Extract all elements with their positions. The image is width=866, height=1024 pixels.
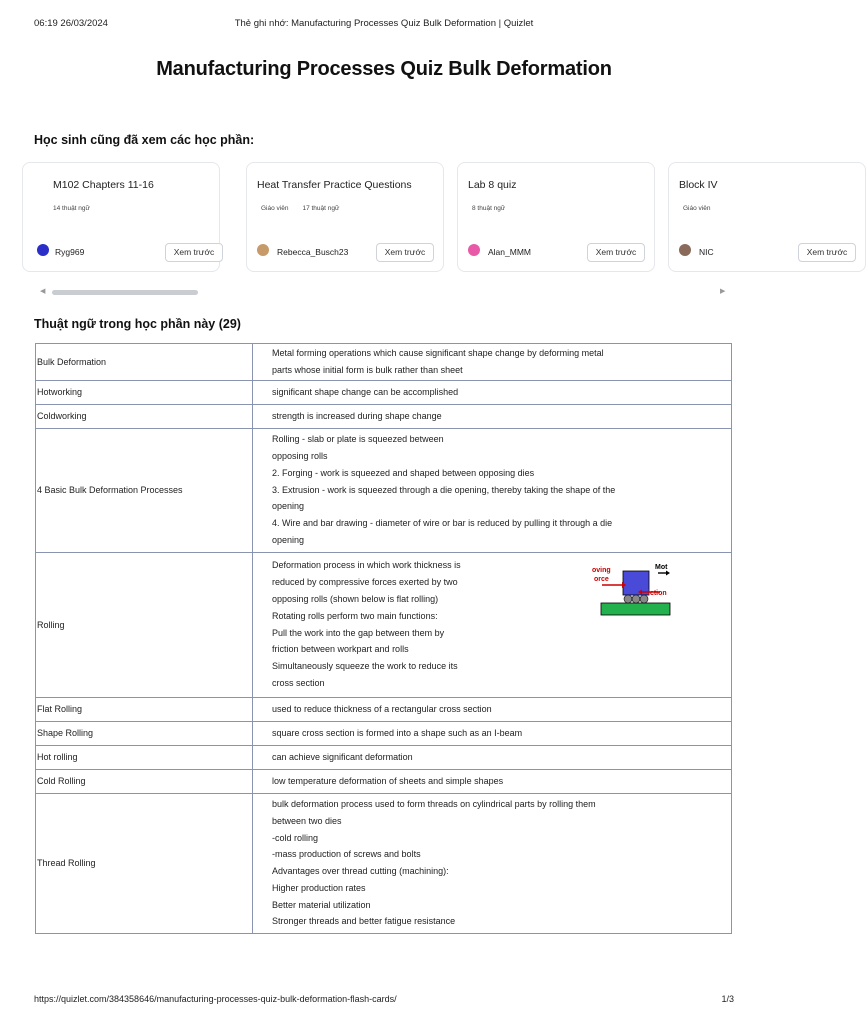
figure-label-force: orce: [594, 576, 609, 584]
related-set-card[interactable]: [457, 162, 655, 272]
term-cell: Coldworking: [36, 404, 253, 428]
chevron-right-icon[interactable]: ▶: [720, 288, 726, 295]
term-cell: Flat Rolling: [36, 697, 253, 721]
chevron-left-icon[interactable]: ◀: [40, 288, 46, 295]
definition-line: -cold rolling: [272, 832, 319, 843]
figure-label-moving: oving: [592, 567, 611, 575]
term-cell: Hotworking: [36, 380, 253, 404]
related-set-title[interactable]: Block IV: [679, 179, 718, 191]
definition-line: Higher production rates: [272, 882, 366, 893]
definition-cell: [253, 769, 732, 793]
related-set-card[interactable]: [22, 162, 220, 272]
related-set-title[interactable]: Heat Transfer Practice Questions: [257, 179, 412, 191]
related-set-title[interactable]: M102 Chapters 11-16: [53, 179, 154, 191]
definition-cell: [253, 793, 732, 933]
definition-line: opening: [272, 501, 305, 512]
definition-line: significant shape change can be accomplished: [272, 386, 459, 397]
creator-name[interactable]: Ryg969: [55, 247, 85, 257]
term-row: [36, 552, 732, 697]
definition-line: strength is increased during shape change: [272, 410, 442, 421]
term-cell: Cold Rolling: [36, 769, 253, 793]
print-footer: [34, 994, 734, 1008]
term-row: [36, 380, 732, 404]
print-tab-title: Thẻ ghi nhớ: Manufacturing Processes Quiz Bulk Deformation | Quizlet: [234, 18, 534, 29]
definition-line: cross section: [272, 677, 325, 688]
term-cell: Shape Rolling: [36, 721, 253, 745]
term-cell: 4 Basic Bulk Deformation Processes: [36, 428, 253, 552]
term-cell: Bulk Deformation: [36, 344, 253, 381]
term-count: 17 thuật ngữ: [302, 205, 340, 212]
print-url: https://quizlet.com/384358646/manufacturing-processes-quiz-bulk-deformation-flash-cards/: [34, 994, 397, 1004]
related-set-title[interactable]: Lab 8 quiz: [468, 179, 517, 191]
terms-heading: Thuật ngữ trong học phần này (29): [34, 317, 241, 331]
term-cell: Hot rolling: [36, 745, 253, 769]
term-row: [36, 344, 732, 381]
flat-rolling-illustration: [580, 561, 670, 619]
definition-line: Stronger threads and better fatigue resistance: [272, 916, 456, 927]
related-set-card[interactable]: [246, 162, 444, 272]
carousel-scrollbar[interactable]: [52, 290, 198, 295]
related-set-card[interactable]: [668, 162, 866, 272]
figure-label-friction: iction: [648, 590, 667, 598]
related-sets-carousel[interactable]: [34, 160, 848, 278]
print-header: [34, 18, 734, 32]
creator-name[interactable]: Rebecca_Busch23: [277, 247, 349, 257]
definition-line: between two dies: [272, 815, 342, 826]
page-title: Manufacturing Processes Quiz Bulk Deformation: [156, 58, 612, 80]
definition-cell: [253, 344, 732, 381]
definition-line: Rotating rolls perform two main functions:: [272, 610, 438, 621]
definition-line: square cross section is formed into a shape such as an I-beam: [272, 727, 523, 738]
avatar: [37, 244, 49, 256]
related-set-meta: [683, 205, 724, 212]
preview-button[interactable]: Xem trước: [165, 243, 223, 262]
term-count: 14 thuật ngữ: [53, 205, 90, 212]
definition-cell: [253, 404, 732, 428]
definition-line: reduced by compressive forces exerted by two: [272, 577, 458, 588]
definition-line: Simultaneously squeeze the work to reduce its: [272, 661, 458, 672]
related-sets-heading: Học sinh cũng đã xem các học phần:: [34, 133, 255, 147]
creator-name[interactable]: NIC: [699, 247, 714, 257]
print-timestamp: 06:19 26/03/2024: [34, 18, 108, 29]
definition-line: can achieve significant deformation: [272, 751, 413, 762]
definition-line: opening: [272, 535, 305, 546]
term-row: [36, 769, 732, 793]
term-row: [36, 404, 732, 428]
definition-line: friction between workpart and rolls: [272, 644, 409, 655]
preview-button[interactable]: Xem trước: [587, 243, 645, 262]
definition-line: 4. Wire and bar drawing - diameter of wire or bar is reduced by pulling it through a die: [272, 518, 613, 529]
related-set-meta: [53, 205, 104, 212]
definition-cell: [253, 380, 732, 404]
definition-line: -mass production of screws and bolts: [272, 849, 421, 860]
definition-cell: [253, 745, 732, 769]
definition-line: Better material utilization: [272, 899, 371, 910]
definition-line: bulk deformation process used to form threads on cylindrical parts by rolling them: [272, 798, 596, 809]
definition-line: opposing rolls: [272, 451, 328, 462]
definition-cell: [253, 697, 732, 721]
definition-line: Rolling - slab or plate is squeezed between: [272, 434, 444, 445]
page-number: 1/3: [721, 994, 734, 1004]
preview-button[interactable]: Xem trước: [798, 243, 856, 262]
definition-cell: [253, 552, 732, 697]
definition-line: Metal forming operations which cause significant shape change by deforming metal: [272, 348, 604, 358]
term-row: [36, 721, 732, 745]
teacher-badge: Giáo viên: [683, 205, 711, 212]
avatar: [257, 244, 269, 256]
definition-line: parts whose initial form is bulk rather than sheet: [272, 364, 463, 375]
preview-button[interactable]: Xem trước: [376, 243, 434, 262]
figure-label-motion: Mot: [655, 564, 668, 572]
definition-line: low temperature deformation of sheets and simple shapes: [272, 775, 504, 786]
flat-rolling-diagram: [580, 561, 670, 619]
term-cell: Rolling: [36, 552, 253, 697]
definition-line: 2. Forging - work is squeezed and shaped between opposing dies: [272, 467, 535, 478]
definition-cell: [253, 721, 732, 745]
definition-cell: [253, 428, 732, 552]
term-count: 8 thuật ngữ: [472, 205, 506, 212]
avatar: [468, 244, 480, 256]
definition-line: Pull the work into the gap between them by: [272, 627, 445, 638]
definition-line: opposing rolls (shown below is flat rolling): [272, 594, 439, 604]
avatar: [679, 244, 691, 256]
definition-line: 3. Extrusion - work is squeezed through a die opening, thereby taking the shape of the: [272, 484, 616, 495]
term-row: [36, 745, 732, 769]
term-row: [36, 793, 732, 933]
term-row: [36, 697, 732, 721]
teacher-badge: Giáo viên: [261, 205, 289, 212]
definition-line: used to reduce thickness of a rectangular cross section: [272, 703, 492, 714]
terms-table: [35, 343, 732, 934]
creator-name[interactable]: Alan_MMM: [488, 247, 531, 257]
definition-line: Deformation process in which work thickness is: [272, 560, 461, 571]
definition-line: Advantages over thread cutting (machining):: [272, 866, 449, 877]
related-set-meta: [472, 205, 519, 212]
term-row: [36, 428, 732, 552]
related-set-meta: [261, 205, 353, 212]
term-cell: Thread Rolling: [36, 793, 253, 933]
